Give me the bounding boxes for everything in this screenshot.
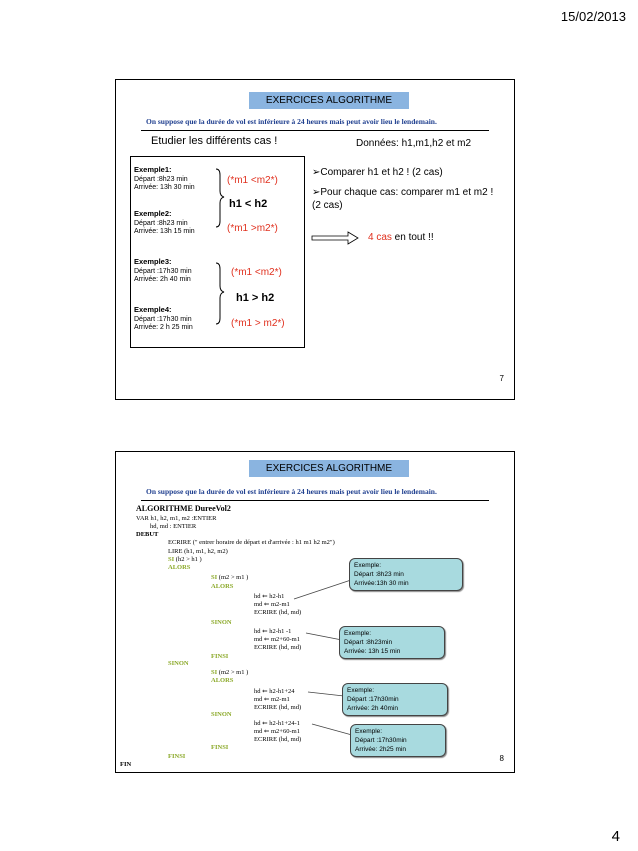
bullet-compare-m: ➢Pour chaque cas: comparer m1 et m2 ! (2 cas) (312, 187, 494, 211)
bullet-compare-h: ➢Comparer h1 et h2 ! (2 cas) (312, 167, 443, 178)
page-number: 4 (611, 828, 620, 845)
comparison-h1-gt-h2: h1 > h2 (236, 292, 275, 304)
case-label-1: (*m1 <m2*) (227, 175, 278, 186)
example-3: Exemple3: Départ :17h30 min Arrivée: 2h 40 min (134, 257, 192, 283)
sinon-inner-1: SINON (211, 619, 232, 626)
var-declaration-2: hd, md : ENTIER (150, 523, 197, 530)
slide7-graphics (116, 80, 514, 399)
case-label-3: (*m1 <m2*) (231, 267, 282, 278)
branch-1: hd ⇐ h2-h1 md ⇐ m2-m1 ECRIRE (hd, md) (254, 593, 302, 616)
assumption-text: On suppose que la durée de vol est inférieure à 24 heures mais peut avoir lieu le lendemain. (146, 487, 437, 496)
example-4: Exemple4: Départ :17h30 min Arrivée: 2 h 25 min (134, 305, 193, 331)
alors-inner-1: ALORS (211, 583, 234, 590)
fin-keyword: FIN (120, 761, 132, 768)
assumption-text: On suppose que la durée de vol est inférieure à 24 heures mais peut avoir lieu le lendemain. (146, 117, 437, 126)
study-cases-text: Etudier les différents cas ! (151, 135, 278, 147)
si-inner-1: SI (m2 > m1 ) (211, 574, 249, 581)
finsi-outer: FINSI (168, 753, 186, 760)
data-text: Données: h1,m1,h2 et m2 (356, 138, 472, 149)
algorithm-title: ALGORITHME DureeVol2 (136, 504, 231, 513)
example-callout-4: Exemple: Départ :17h30min Arrivée: 2h25 min (350, 724, 446, 757)
date: 15/02/2013 (560, 9, 626, 24)
si-inner-2: SI (m2 > m1 ) (211, 669, 249, 676)
example-1: Exemple1: Départ :8h23 min Arrivée: 13h 30 min (134, 165, 195, 191)
var-declaration: VAR h1, h2, m1, m2 :ENTIER (136, 515, 217, 522)
callout-pointers (116, 452, 514, 772)
sinon-inner-2: SINON (211, 711, 232, 718)
sinon-outer: SINON (168, 660, 189, 667)
branch-2: hd ⇐ h2-h1 -1 md ⇐ m2+60-m1 ECRIRE (hd, md) (254, 628, 302, 651)
branch-3: hd ⇐ h2-h1+24 md ⇐ m2-m1 ECRIRE (hd, md) (254, 688, 302, 711)
alors-outer: ALORS (168, 564, 191, 571)
example-callout-2: Exemple: Départ :8h23min Arrivée: 13h 15 min (339, 626, 445, 659)
brace-2 (216, 263, 224, 324)
alors-inner-2: ALORS (211, 677, 234, 684)
brace-1 (216, 169, 224, 227)
finsi-inner-1: FINSI (211, 653, 229, 660)
arrow-icon (312, 232, 358, 244)
si-outer: SI (h2 > h1 ) (168, 556, 202, 563)
example-callout-3: Exemple: Départ :17h30min Arrivée: 2h 40min (342, 683, 448, 716)
case-label-4: (*m1 > m2*) (231, 318, 285, 329)
case-label-2: (*m1 >m2*) (227, 223, 278, 234)
total-cases-text: 4 cas en tout !! (368, 232, 434, 243)
slide-7 (115, 79, 515, 400)
example-2: Exemple2: Départ :8h23 min Arrivée: 13h 15 min (134, 209, 195, 235)
branch-4: hd ⇐ h2-h1+24-1 md ⇐ m2+60-m1 ECRIRE (hd, md) (254, 720, 302, 743)
ecrire-statement: ECRIRE (" entrer horaire de départ et d'arrivée : h1 m1 h2 m2") (168, 539, 335, 546)
slide-8 (115, 451, 515, 773)
slide-title: EXERCICES ALGORITHME (249, 460, 409, 477)
slide-number: 7 (499, 374, 504, 383)
slide-title: EXERCICES ALGORITHME (249, 92, 409, 109)
slide-number: 8 (499, 754, 504, 763)
debut-keyword: DEBUT (136, 531, 159, 538)
finsi-inner-2: FINSI (211, 744, 229, 751)
example-callout-1: Exemple: Départ :8h23 min Arrivée:13h 30 min (349, 558, 463, 591)
comparison-h1-lt-h2: h1 < h2 (229, 198, 268, 210)
lire-statement: LIRE (h1, m1, h2, m2) (168, 548, 228, 555)
